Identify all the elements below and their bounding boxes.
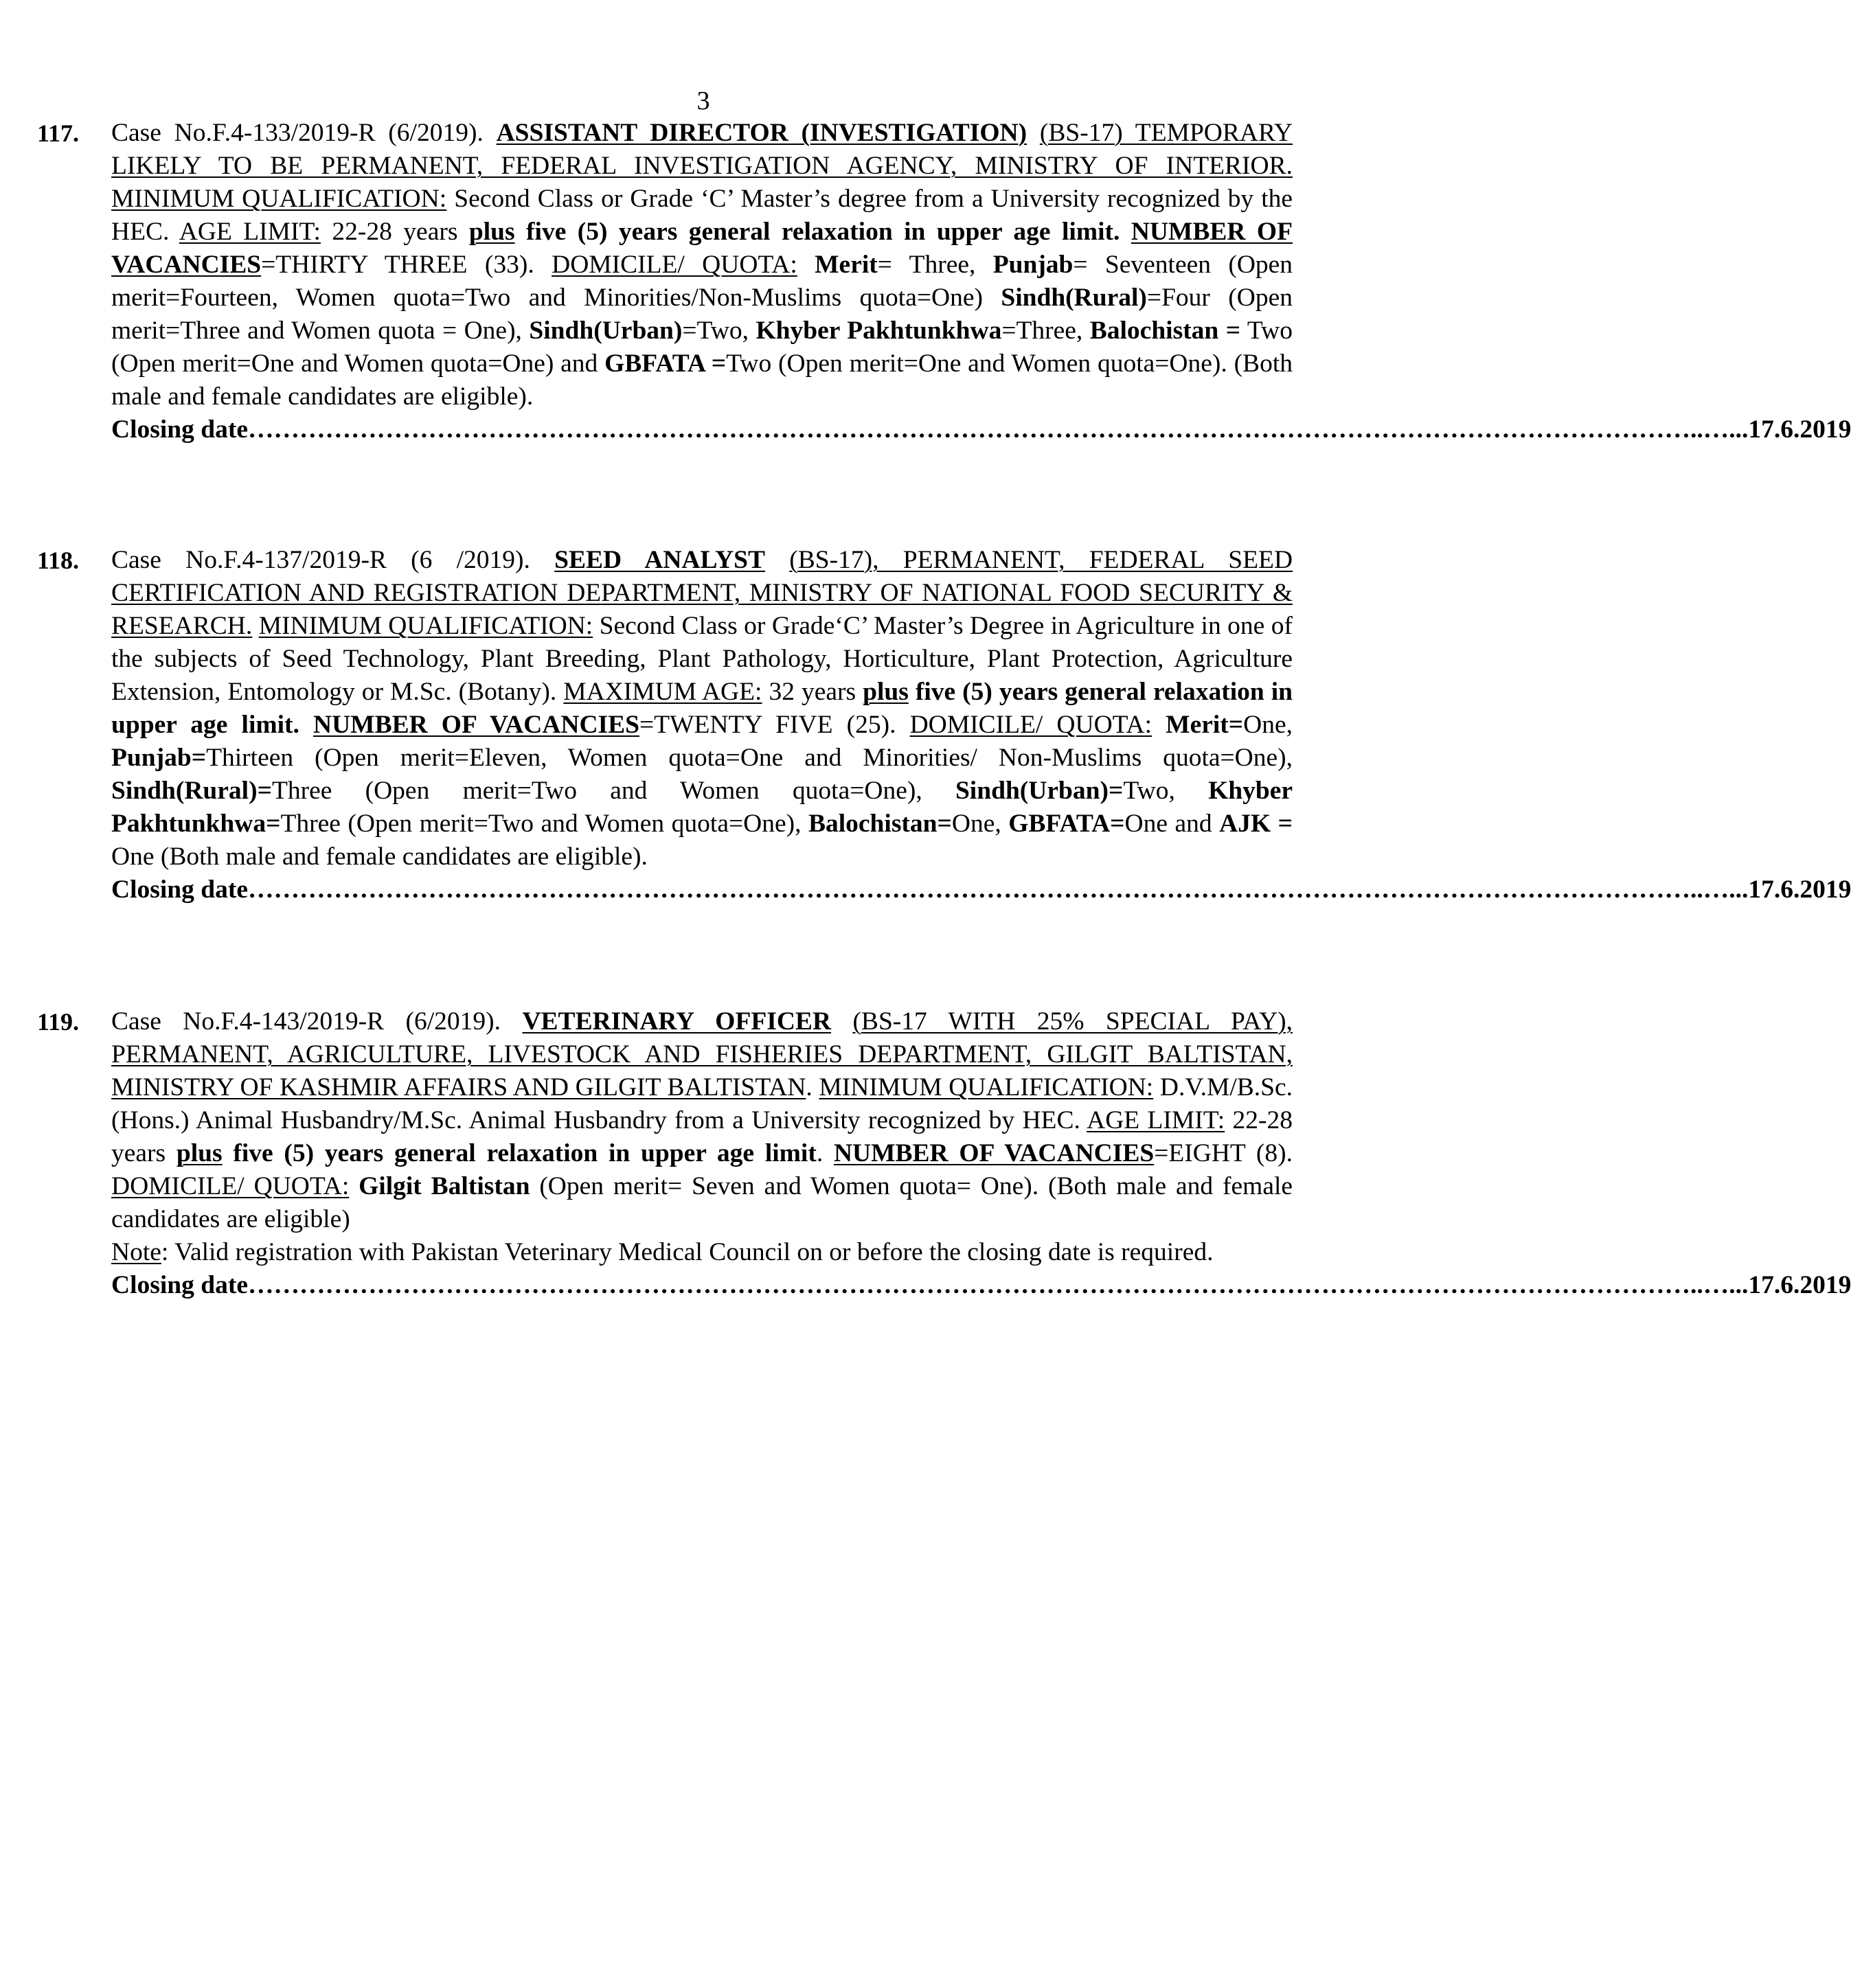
quota-merit: Merit=	[1166, 711, 1244, 739]
quota-sindh-rural: Sindh(Rural)	[1001, 284, 1147, 312]
scale-department: (BS-17) TEMPORARY LIKELY TO BE PERMANENT, FEDERAL INVESTIGATION AGENCY, MINISTRY OF INTERIOR.	[111, 119, 1293, 180]
vacancies-value: =TWENTY FIVE (25).	[639, 711, 896, 739]
case-number: 118.	[37, 547, 80, 574]
case-reference: Case No.F.4-133/2019-R (6/2019).	[111, 119, 484, 147]
domicile-quota-label: DOMICILE/ QUOTA:	[909, 711, 1152, 739]
closing-date-line	[111, 1269, 1851, 1302]
min-qualification-label: MINIMUM QUALIFICATION:	[111, 185, 447, 213]
note	[111, 1236, 1293, 1269]
closing-date-value: ……..…...17.6.2019	[1638, 876, 1851, 904]
min-qualification-label: MINIMUM QUALIFICATION:	[258, 612, 593, 640]
case-description: Case No.F.4-143/2019-R (6/2019). VETERINARY OFFICER (BS-17 WITH 25% SPECIAL PAY), PERMANENT, AGRICULTURE, LIVESTOCK AND FISHERIES DEPARTMENT, GILGIT BALTISTAN, MINISTRY OF KASHMIR AFFAIRS AND GILGIT BALTISTAN. MINIMUM QUALIFICATION: D.V.M/B.Sc. (Hons.) Animal Husbandry/M.Sc. Animal Husbandry from a University recognized by HEC. AGE LIMIT: 22-28 years plus five (5) years general relaxation in upper age limit. NUMBER OF VACANCIES=EIGHT (8). DOMICILE/ QUOTA: Gilgit Baltistan (Open merit= Seven and Women quota= One). (Both male and female candidates are eligible)	[111, 1007, 1293, 1233]
quota-balochistan-text: Two (Open merit=One and Women quota=One) and	[111, 317, 1293, 378]
dot-leader: ………………………………………………………………………………………………………………………………………………	[247, 876, 1639, 904]
quota-gbfata-text: Two (Open merit=One and Women quota=One). (Both male and female candidates are eligible).	[111, 350, 1293, 411]
quota-sindh-urban-text: =Two,	[682, 317, 749, 345]
min-qualification-text: D.V.M/B.Sc. (Hons.) Animal Husbandry/M.Sc. Animal Husbandry from a University recognized by HEC.	[111, 1073, 1293, 1134]
quota-sindh-urban-text: Two,	[1123, 777, 1175, 805]
quota-ajk: AJK =	[1219, 810, 1293, 838]
quota-kp-text: =Three,	[1001, 317, 1083, 345]
case-number: 119.	[37, 1008, 80, 1036]
scale-department: (BS-17 WITH 25% SPECIAL PAY), PERMANENT, AGRICULTURE, LIVESTOCK AND FISHERIES DEPARTMENT, GILGIT BALTISTAN, MINISTRY OF KASHMIR AFFAIRS AND GILGIT BALTISTAN	[111, 1007, 1293, 1101]
quota-sindh-urban: Sindh(Urban)=	[955, 777, 1124, 805]
case-body	[111, 544, 1851, 906]
age-limit-label: MAXIMUM AGE:	[563, 678, 762, 706]
closing-date-line	[111, 873, 1851, 906]
quota-gilgit-baltistan-text: (Open merit= Seven and Women quota= One). (Both male and female candidates are eligible)	[111, 1172, 1293, 1233]
quota-sindh-rural-text: Three (Open merit=Two and Women quota=One),	[271, 777, 922, 805]
domicile-quota-label: DOMICILE/ QUOTA:	[552, 251, 797, 279]
case-body	[111, 1005, 1851, 1302]
min-qualification-text: Second Class or Grade‘C’ Master’s Degree in Agriculture in one of the subjects of Seed Technology, Plant Breeding, Plant Pathology, Horticulture, Plant Protection, Agriculture Extension, Entomology or M.Sc. (Botany).	[111, 612, 1293, 706]
closing-date-label: Closing date	[111, 876, 248, 904]
vacancies-value: =EIGHT (8).	[1154, 1139, 1293, 1167]
quota-sindh-urban: Sindh(Urban)	[529, 317, 683, 345]
quota-merit-text: = Three,	[877, 251, 976, 279]
quota-punjab-text: Thirteen (Open merit=Eleven, Women quota=One and Minorities/ Non-Muslims quota=One),	[206, 744, 1293, 772]
vacancies-value: =THIRTY THREE (33).	[261, 251, 534, 279]
dot-leader: ………………………………………………………………………………………………………………………………………………	[247, 1271, 1639, 1299]
quota-gilgit-baltistan: Gilgit Baltistan	[359, 1172, 530, 1200]
quota-balochistan: Balochistan=	[808, 810, 952, 838]
quota-balochistan: Balochistan =	[1089, 317, 1241, 345]
case-reference: Case No.F.4-137/2019-R (6 /2019).	[111, 546, 530, 574]
vacancies-label: NUMBER OF VACANCIES	[111, 218, 1293, 279]
plus-word: plus	[468, 218, 515, 246]
case-body	[111, 117, 1851, 446]
quota-kp: Khyber Pakhtunkhwa=	[111, 777, 1293, 838]
note-label: Note	[111, 1238, 161, 1266]
quota-kp: Khyber Pakhtunkhwa	[756, 317, 1002, 345]
quota-merit-text: One,	[1243, 711, 1293, 739]
plus-word: plus	[863, 678, 909, 706]
case-description	[111, 117, 1293, 413]
min-qualification-label: MINIMUM QUALIFICATION:	[819, 1073, 1154, 1101]
post-title: VETERINARY OFFICER	[522, 1007, 832, 1036]
age-limit-text: 32 years	[769, 678, 856, 706]
closing-date-value: ……..…...17.6.2019	[1638, 415, 1851, 444]
post-title: SEED ANALYST	[554, 546, 766, 574]
vacancies-label: NUMBER OF VACANCIES	[833, 1139, 1155, 1167]
min-qualification-text: Second Class or Grade ‘C’ Master’s degree from a University recognized by the HEC.	[111, 185, 1293, 246]
quota-gbfata: GBFATA=	[1008, 810, 1125, 838]
quota-sindh-rural-text: =Four (Open merit=Three and Women quota = One),	[111, 284, 1293, 345]
plus-word: plus	[176, 1139, 223, 1167]
vacancies-label: NUMBER OF VACANCIES	[313, 711, 640, 739]
case-reference: Case No.F.4-143/2019-R (6/2019).	[111, 1007, 501, 1036]
closing-date-value: ……..…...17.6.2019	[1638, 1271, 1851, 1299]
age-limit-label: AGE LIMIT:	[1087, 1106, 1225, 1134]
age-relaxation: five (5) years general relaxation in upper age limit.	[526, 218, 1120, 246]
quota-punjab: Punjab=	[111, 744, 207, 772]
quota-gbfata: GBFATA =	[604, 350, 727, 378]
quota-punjab-text: = Seventeen (Open merit=Fourteen, Women quota=Two and Minorities/Non-Muslims quota=One)	[111, 251, 1293, 312]
page-number: 3	[696, 87, 710, 115]
closing-date-label: Closing date	[111, 1271, 248, 1299]
domicile-quota-label: DOMICILE/ QUOTA:	[111, 1172, 350, 1200]
quota-merit: Merit	[815, 251, 878, 279]
age-relaxation: five (5) years general relaxation in upper age limit.	[111, 678, 1293, 739]
quota-gbfata-text: One and	[1124, 810, 1212, 838]
closing-date-label: Closing date	[111, 415, 248, 444]
quota-punjab: Punjab	[992, 251, 1074, 279]
quota-ajk-text: One (Both male and female candidates are eligible).	[111, 843, 648, 871]
closing-date-line	[111, 413, 1851, 446]
age-relaxation: five (5) years general relaxation in upper age limit	[233, 1139, 817, 1167]
quota-balochistan-text: One,	[951, 810, 1001, 838]
case-number: 117.	[37, 119, 80, 147]
case-description	[111, 544, 1293, 873]
quota-sindh-rural: Sindh(Rural)=	[111, 777, 272, 805]
age-limit-label: AGE LIMIT:	[179, 218, 321, 246]
note-text: : Valid registration with Pakistan Veterinary Medical Council on or before the closing date is required.	[161, 1238, 1214, 1266]
dot-leader: ………………………………………………………………………………………………………………………………………………	[247, 415, 1639, 444]
age-limit-text: 22-28 years	[332, 218, 458, 246]
quota-kp-text: Three (Open merit=Two and Women quota=One),	[280, 810, 802, 838]
age-limit-text: 22-28 years	[111, 1106, 1293, 1167]
scale-department: (BS-17), PERMANENT, FEDERAL SEED CERTIFICATION AND REGISTRATION DEPARTMENT, MINISTRY OF NATIONAL FOOD SECURITY & RESEARCH.	[111, 546, 1293, 640]
post-title: ASSISTANT DIRECTOR (INVESTIGATION)	[496, 119, 1027, 147]
